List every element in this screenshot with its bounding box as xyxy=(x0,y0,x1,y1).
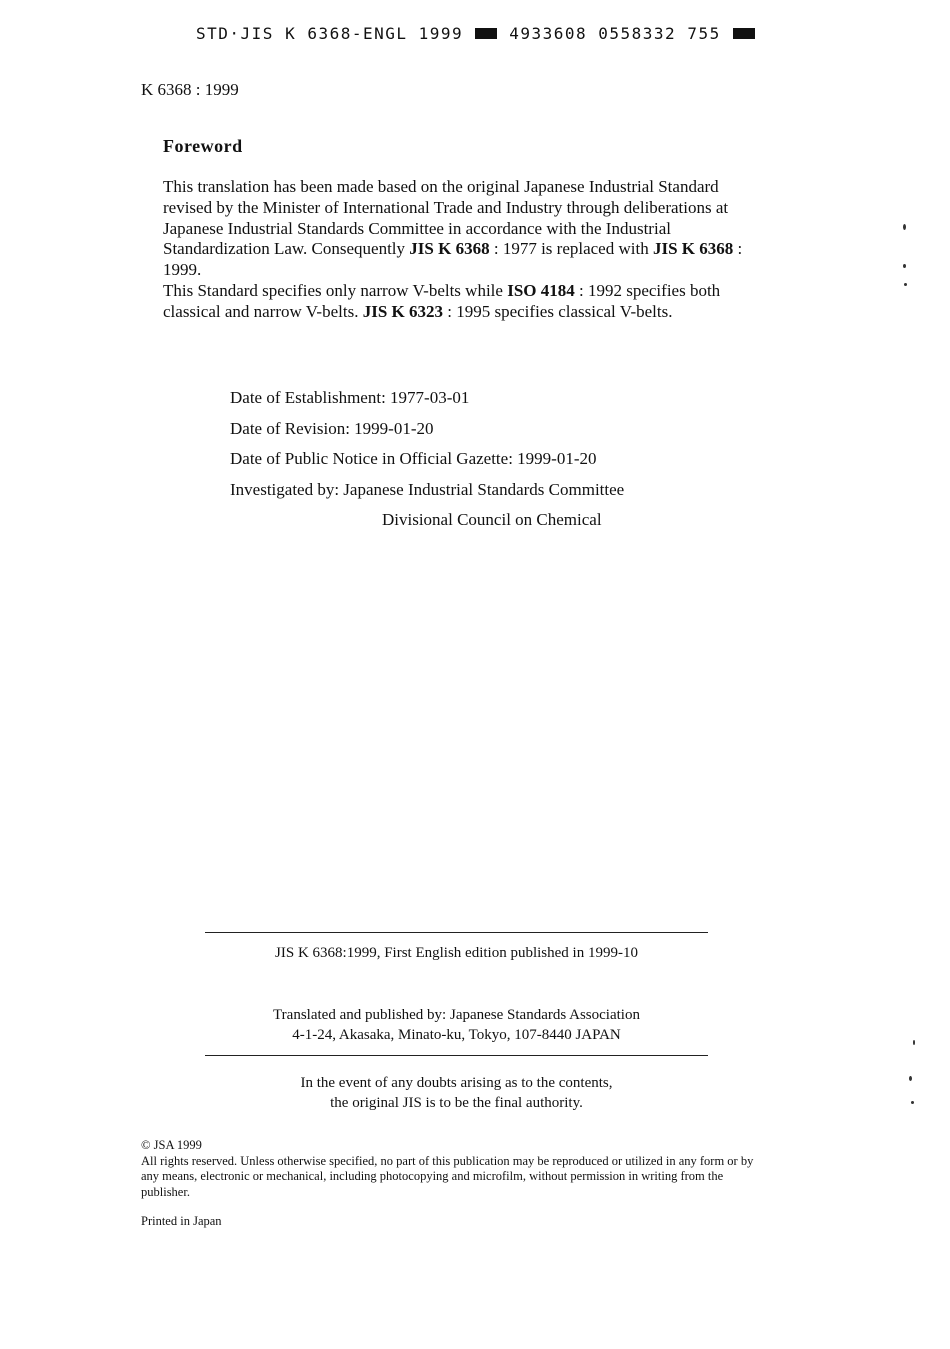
foreword-p2-text-c: : 1995 specifies classical V-belts. xyxy=(443,301,673,321)
catalog-code-left: STD·JIS K 6368-ENGL 1999 xyxy=(196,24,464,43)
standard-number: K 6368 : 1999 xyxy=(141,80,239,99)
date-of-establishment: Date of Establishment: 1977-03-01 xyxy=(230,388,470,407)
rule-top xyxy=(205,932,708,933)
scan-speck xyxy=(904,283,907,286)
copyright-notice: All rights reserved. Unless otherwise specified, no part of this publication may be reproduced or utilized in any form or by any means, electronic or mechanical, including photocopying and microfilm, without permission in writing from the publisher. xyxy=(141,1153,754,1199)
foreword-heading: Foreword xyxy=(163,136,243,156)
foreword-p2-bold-a: ISO 4184 xyxy=(507,280,575,300)
edition-line: JIS K 6368:1999, First English edition published in 1999-10 xyxy=(275,945,638,961)
rule-bottom xyxy=(205,1055,708,1056)
foreword-p1-bold-a: JIS K 6368 xyxy=(409,239,490,259)
foreword-paragraph-2 xyxy=(163,281,771,323)
date-of-public-notice: Date of Public Notice in Official Gazette: 1999-01-20 xyxy=(230,449,597,468)
foreword-p2-text-a: This Standard specifies only narrow V-belts while xyxy=(163,280,508,300)
foreword-p2-bold-b: JIS K 6323 xyxy=(362,301,443,321)
authority-notice xyxy=(205,1074,708,1113)
scan-speck xyxy=(903,264,906,268)
foreword-p1-text-a: This translation has been made based on the original Japanese Industrial Standard revised by the Minister of International Trade and Industry through deliberations at Japanese Industrial Standards Committee in accordance with the Industrial Standardization Law. Consequently xyxy=(163,177,729,259)
authority-notice-line-2: the original JIS is to be the final authority. xyxy=(330,1094,583,1111)
publisher-address: 4-1-24, Akasaka, Minato-ku, Tokyo, 107-8440 JAPAN xyxy=(292,1027,621,1043)
publisher-line-1: Translated and published by: Japanese Standards Association xyxy=(273,1007,640,1023)
scan-speck xyxy=(909,1076,912,1081)
scan-speck xyxy=(911,1101,914,1104)
authority-notice-line-1: In the event of any doubts arising as to the contents, xyxy=(300,1075,613,1091)
scan-speck xyxy=(903,224,906,230)
publisher-block xyxy=(205,1005,708,1045)
printed-in-line: Printed in Japan xyxy=(141,1214,222,1228)
dates-block xyxy=(230,383,624,536)
investigated-by: Investigated by: Japanese Industrial Standards Committee xyxy=(230,479,625,499)
foreword-p2-text-b: : 1992 specifies both classical and narrow V-belts. xyxy=(163,280,721,321)
divisional-council: Divisional Council on Chemical xyxy=(382,510,602,529)
copyright-block xyxy=(141,1138,771,1200)
foreword-paragraph-1 xyxy=(163,177,771,281)
barcode-block-right xyxy=(733,28,755,39)
catalog-code-header xyxy=(196,24,767,43)
copyright-symbol-line: © JSA 1999 xyxy=(141,1138,202,1152)
foreword-p1-text-c: : 1999. xyxy=(163,239,743,280)
date-of-revision: Date of Revision: 1999-01-20 xyxy=(230,418,434,438)
barcode-block-left xyxy=(475,28,497,39)
foreword-p1-bold-b: JIS K 6368 xyxy=(652,239,734,259)
foreword-body xyxy=(163,177,771,323)
foreword-p1-text-b: : 1977 is replaced with xyxy=(489,239,653,259)
catalog-code-right: 4933608 0558332 755 xyxy=(509,24,721,43)
scan-speck xyxy=(913,1040,915,1045)
